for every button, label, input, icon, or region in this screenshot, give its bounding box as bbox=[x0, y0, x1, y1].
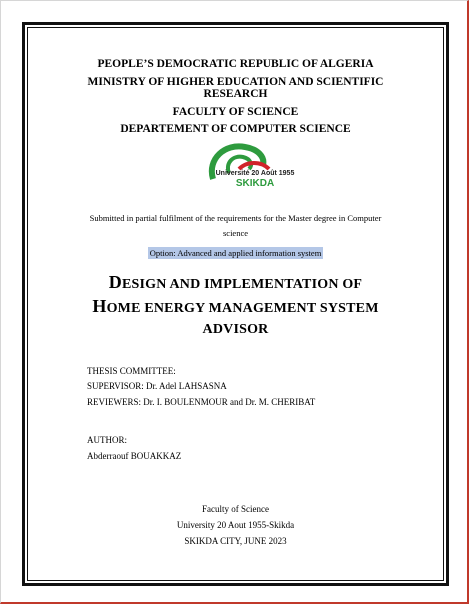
author-heading: AUTHOR: bbox=[87, 435, 127, 445]
title-rest-line1: ESIGN AND IMPLEMENTATION OF bbox=[122, 277, 363, 292]
reviewers-line: REVIEWERS: Dr. I. BOULENMOUR and Dr. M. CHERIBAT bbox=[87, 397, 316, 407]
footer-city-date: SKIKDA CITY, JUNE 2023 bbox=[184, 536, 287, 546]
title-initial-d: D bbox=[108, 272, 122, 292]
logo-skikda-text: SKIKDA bbox=[235, 178, 275, 189]
supervisor-line: SUPERVISOR: Dr. Adel LAHSASNA bbox=[87, 381, 227, 391]
footer-faculty: Faculty of Science bbox=[202, 504, 269, 514]
logo-red-swoosh bbox=[239, 163, 269, 169]
title-initial-h: H bbox=[92, 296, 107, 316]
thesis-title-line1 bbox=[22, 270, 449, 297]
title-rest-line2: OME ENERGY MANAGEMENT SYSTEM bbox=[106, 301, 379, 316]
faculty-heading: FACULTY OF SCIENCE bbox=[172, 106, 299, 118]
submission-line1: Submitted in partial fulfilment of the requirements for the Master degree in Computer bbox=[89, 213, 382, 223]
department-heading: DEPARTEMENT OF COMPUTER SCIENCE bbox=[120, 123, 351, 135]
footer-university: University 20 Aout 1955-Skikda bbox=[176, 520, 295, 530]
thesis-title-line3: ADVISOR bbox=[202, 322, 269, 337]
author-name: Abderraouf BOUAKKAZ bbox=[87, 451, 182, 461]
option-line bbox=[22, 247, 449, 259]
ministry-heading-line1: MINISTRY OF HIGHER EDUCATION AND SCIENTIFIC bbox=[87, 76, 384, 88]
committee-heading: THESIS COMMITTEE: bbox=[87, 366, 176, 376]
university-logo bbox=[203, 139, 303, 199]
submission-line2: science bbox=[222, 228, 248, 238]
country-heading: PEOPLE’S DEMOCRATIC REPUBLIC OF ALGERIA bbox=[97, 58, 374, 70]
ministry-heading-line2: RESEARCH bbox=[203, 88, 268, 100]
thesis-title-line2 bbox=[22, 294, 449, 321]
option-highlight: Option: Advanced and applied information system bbox=[149, 248, 322, 258]
logo-university-text: Université 20 Août 1955 bbox=[215, 170, 295, 177]
